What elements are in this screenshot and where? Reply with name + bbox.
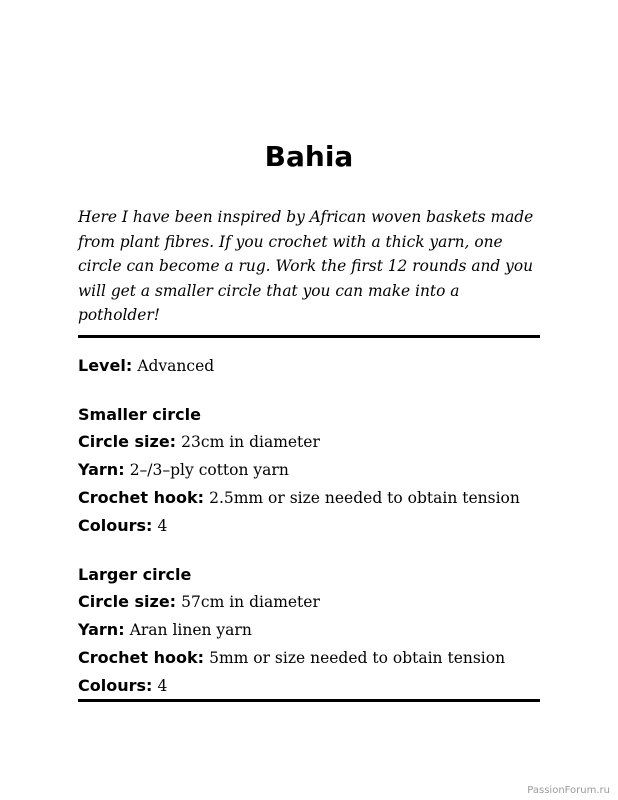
smaller-size-label: Circle size: [78,432,177,451]
level-label: Level: [78,356,133,375]
larger-size-value: 57cm in diameter [181,593,320,611]
smaller-yarn-label: Yarn: [78,460,125,479]
bottom-divider [78,699,540,702]
larger-hook-value: 5mm or size needed to obtain tension [209,649,506,667]
smaller-yarn-value: 2–/3–ply cotton yarn [129,461,289,479]
larger-colours-line [78,672,167,700]
watermark: PassionForum.ru [527,785,610,796]
smaller-colours-value: 4 [157,517,168,535]
smaller-hook-line [78,484,520,512]
larger-circle-heading: Larger circle [78,565,192,584]
page-title: Bahia [264,140,354,173]
smaller-hook-label: Crochet hook: [78,488,204,507]
larger-yarn-line [78,616,252,644]
intro-paragraph: Here I have been inspired by African woven baskets made from plant fibres. If you crochet with a thick yarn, one circle can become a rug. Work the first 12 rounds and you will get a smaller circle that you can make into a potholder! [78,208,534,324]
smaller-hook-value: 2.5mm or size needed to obtain tension [209,489,520,507]
larger-hook-line [78,644,505,672]
larger-colours-value: 4 [157,677,168,695]
level-value: Advanced [137,357,215,375]
smaller-yarn-line [78,456,289,484]
smaller-size-line [78,428,320,456]
larger-yarn-label: Yarn: [78,620,125,639]
smaller-circle-heading: Smaller circle [78,405,201,424]
larger-yarn-value: Aran linen yarn [129,621,252,639]
smaller-colours-label: Colours: [78,516,153,535]
top-divider [78,335,540,338]
level-line [78,352,214,380]
larger-hook-label: Crochet hook: [78,648,204,667]
larger-size-label: Circle size: [78,592,177,611]
smaller-size-value: 23cm in diameter [181,433,320,451]
larger-colours-label: Colours: [78,676,153,695]
larger-size-line [78,588,320,616]
smaller-colours-line [78,512,167,540]
